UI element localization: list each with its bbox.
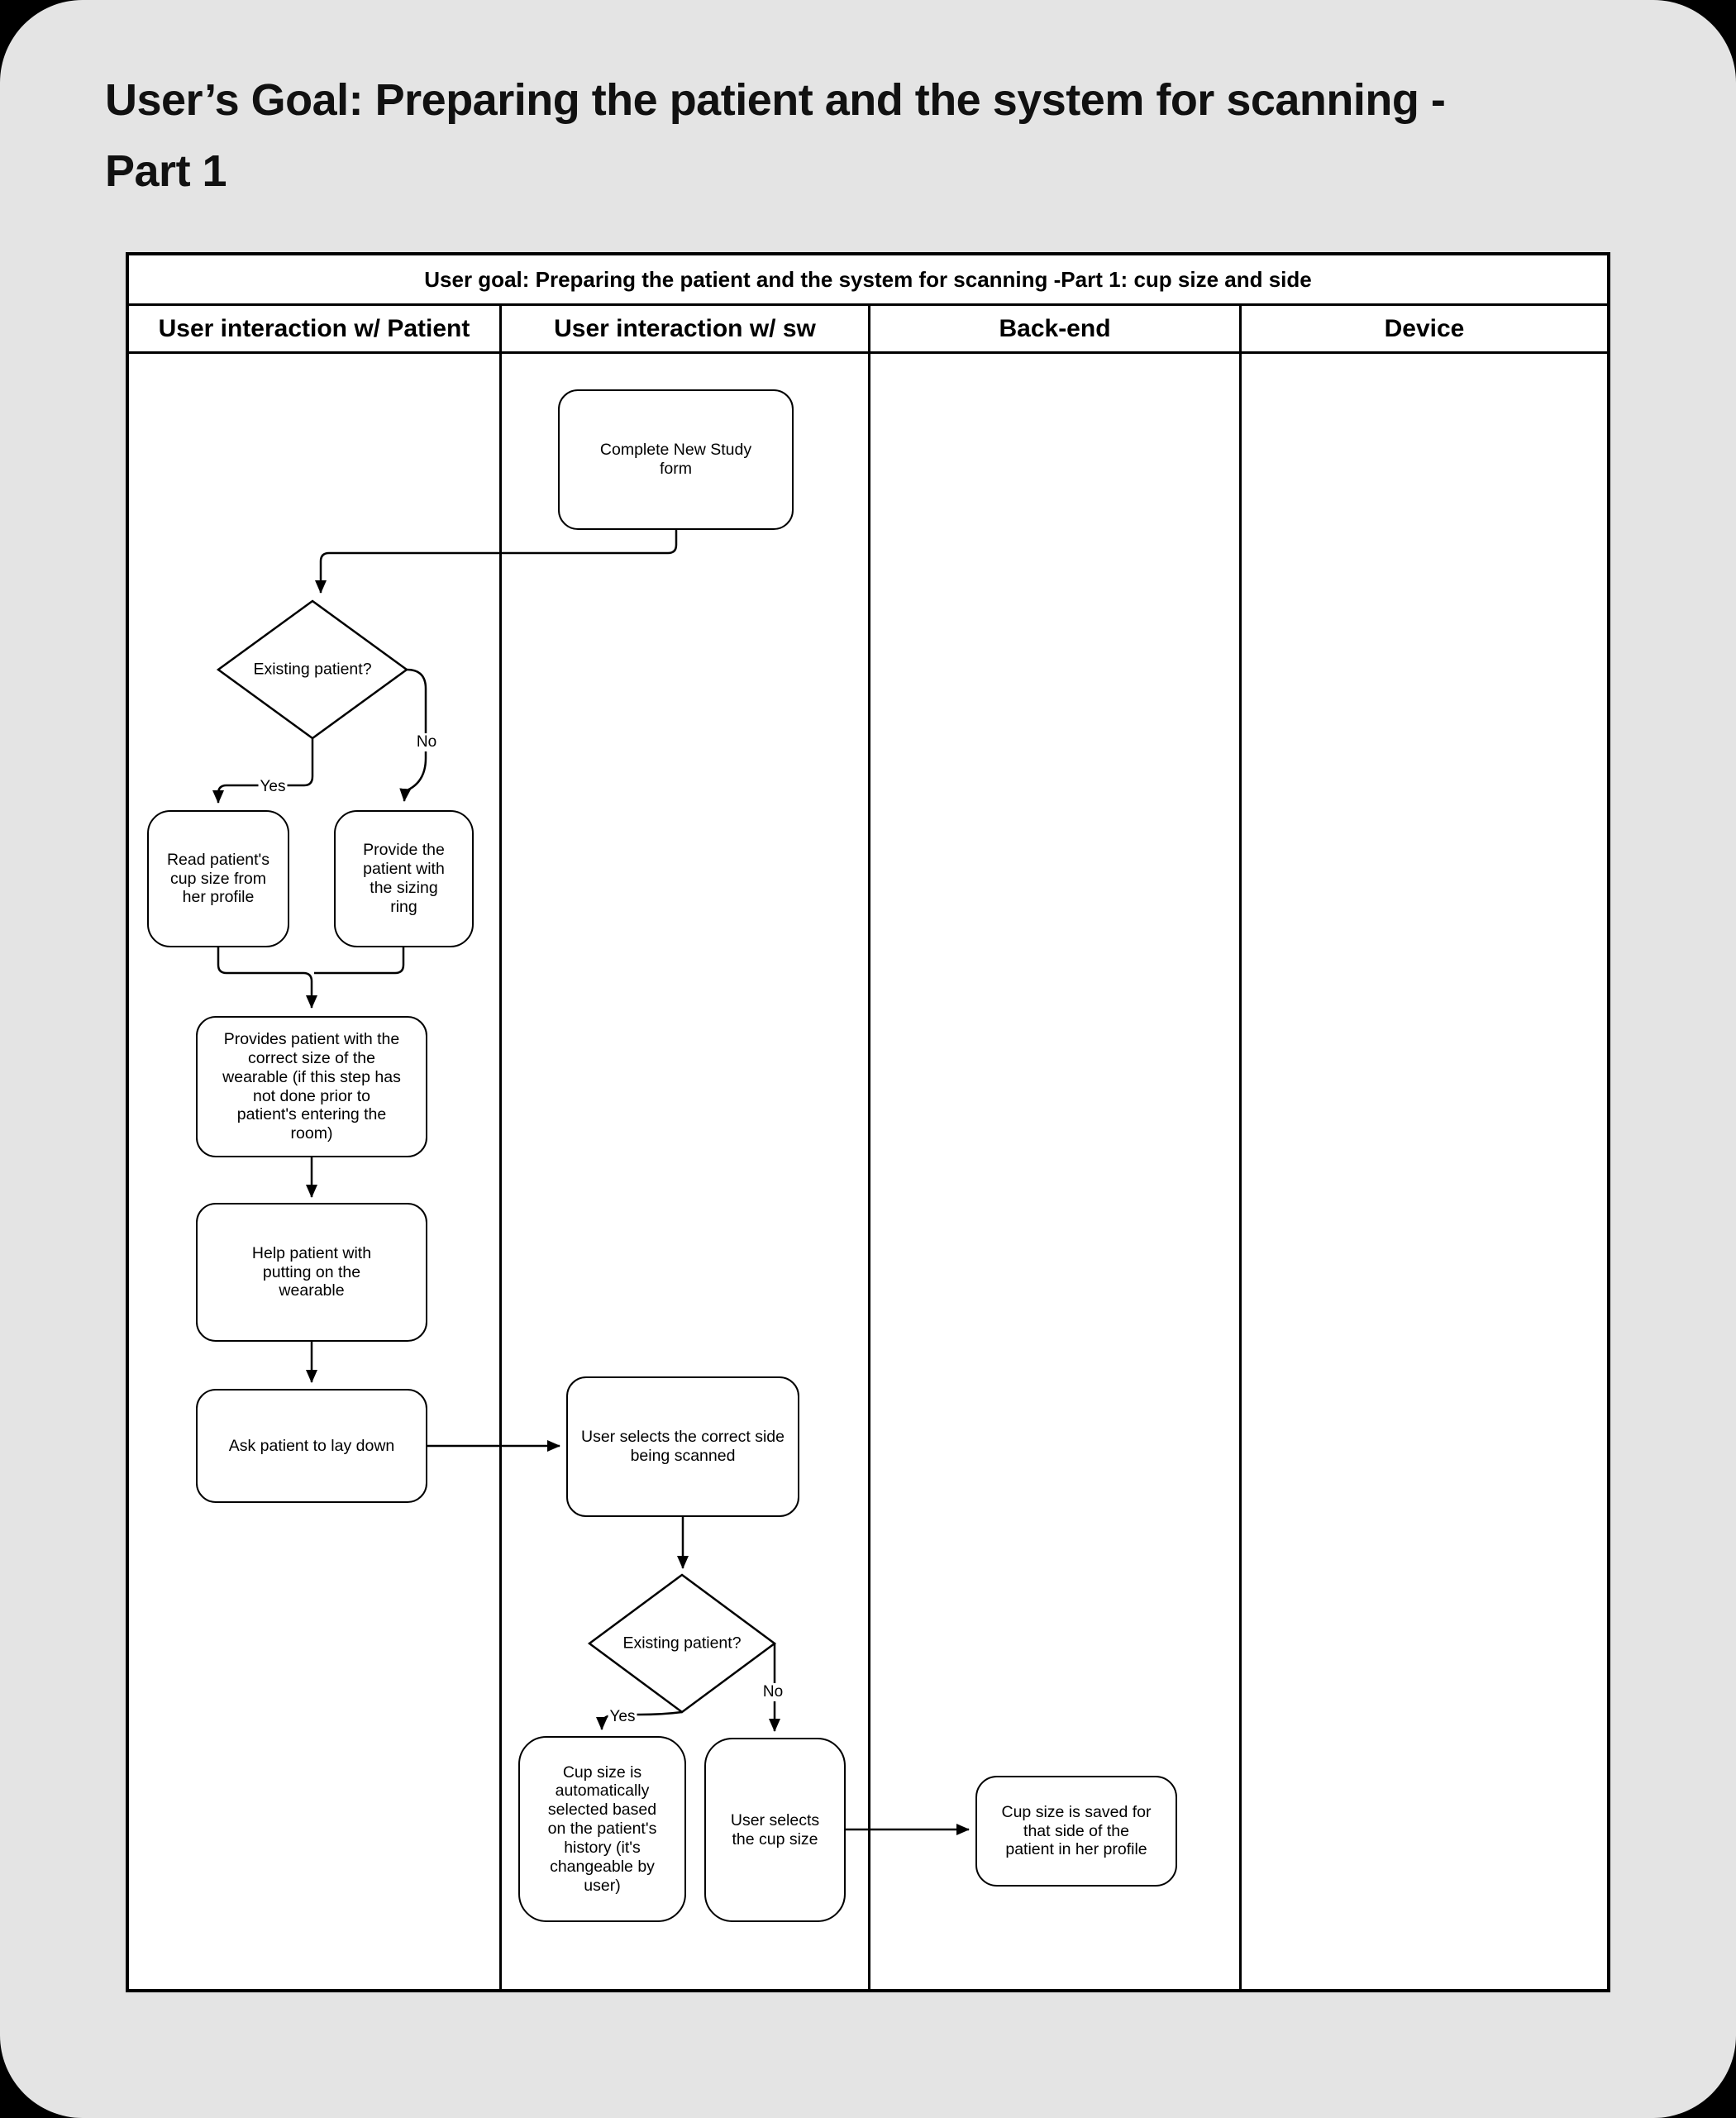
node-cup-size-saved: Cup size is saved for that side of the patient in her profile	[975, 1776, 1177, 1887]
page-title: User’s Goal: Preparing the patient and the system for scanning - Part 1	[105, 75, 1446, 196]
decision-label-existing-patient-1: Existing patient?	[253, 660, 372, 679]
node-cup-size-auto: Cup size is automatically selected based on the patient's history (it's changeable by user)	[518, 1736, 686, 1922]
decision-label-existing-patient-2: Existing patient?	[622, 1634, 742, 1653]
edge-label-no-1: No	[416, 733, 437, 751]
node-select-cup-size: User selects the cup size	[704, 1738, 846, 1922]
node-select-side: User selects the correct side being scanned	[566, 1376, 799, 1517]
edge-newstudy-to-decision1	[321, 530, 676, 593]
table-title: User goal: Preparing the patient and the system for scanning -Part 1: cup size and side	[129, 255, 1607, 306]
column-header-user-interaction-patient: User interaction w/ Patient	[158, 314, 470, 342]
edge-label-yes-1: Yes	[260, 778, 286, 795]
node-provide-sizing-ring: Provide the patient with the sizing ring	[334, 810, 474, 947]
edge-sizingring-to-wearable	[314, 946, 403, 973]
node-help-put-on-wearable: Help patient with putting on the wearable	[196, 1203, 427, 1342]
edge-label-no-2: No	[762, 1683, 784, 1701]
node-ask-lay-down: Ask patient to lay down	[196, 1389, 427, 1503]
swimlane-table	[126, 252, 1610, 1992]
node-provide-wearable: Provides patient with the correct size of the wearable (if this step has not done prior to patient's entering the room)	[196, 1016, 427, 1157]
column-header-device: Device	[1384, 314, 1465, 342]
column-header-user-interaction-sw: User interaction w/ sw	[554, 314, 816, 342]
flowchart-overlay	[129, 255, 1607, 1989]
edge-label-yes-2: Yes	[609, 1708, 636, 1725]
node-complete-new-study-form: Complete New Study form	[558, 389, 794, 530]
column-header-back-end: Back-end	[999, 314, 1111, 342]
edge-readcup-to-wearable	[218, 946, 312, 1008]
node-read-cup-size: Read patient's cup size from her profile	[147, 810, 289, 947]
